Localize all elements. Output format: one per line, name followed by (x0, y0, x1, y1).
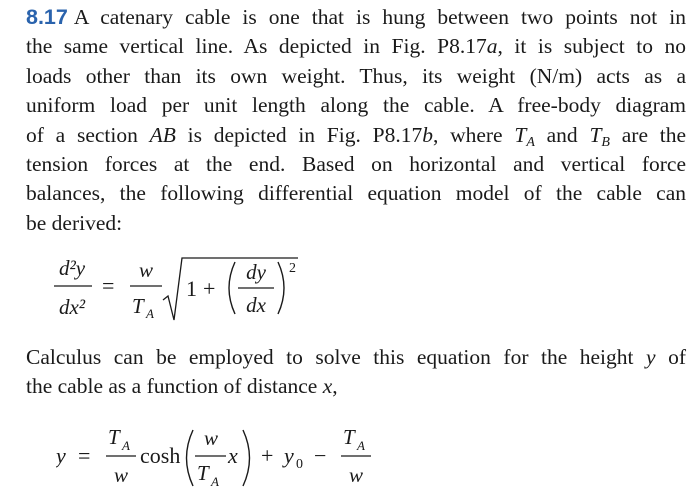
square-root-sign (163, 258, 298, 320)
ta-denominator: T (197, 461, 209, 485)
text-segment: balances, the following differential equation model of the cable can (26, 181, 686, 206)
subscript: A (526, 134, 535, 150)
ta-subscript-2: A (357, 438, 365, 453)
equals-sign: = (78, 443, 91, 468)
text-line (26, 121, 686, 150)
text-segment: , it is subject to no (497, 34, 686, 59)
text-segment: is depicted in Fig. P8.17 (175, 122, 423, 147)
text-line (26, 91, 686, 120)
text-line (26, 209, 686, 238)
x-variable: x (228, 443, 238, 468)
w-denominator-2: w (348, 463, 364, 487)
text-segment: are the (609, 122, 687, 147)
catenary-solution-equation (56, 420, 396, 500)
problem-statement (26, 3, 686, 238)
text-segment: , (332, 374, 338, 399)
text-segment: of a section (26, 122, 150, 147)
w-numerator: w (203, 426, 219, 450)
text-line (26, 179, 686, 208)
differential-equation (50, 250, 310, 330)
text-line (26, 150, 686, 179)
text-segment: uniform load per unit length along the cable. A free-body diagram (26, 93, 686, 118)
text-line (26, 343, 686, 372)
ta-numerator-2: T (343, 425, 355, 449)
plus-sign: + (203, 276, 216, 301)
subscript: B (601, 134, 610, 150)
text-segment: , where (432, 122, 515, 147)
y0-variable: y (284, 443, 294, 468)
italic-term: a (486, 34, 498, 59)
text-line (26, 372, 686, 401)
text-segment: the cable as a function of distance (26, 374, 323, 399)
solution-statement (26, 343, 686, 402)
right-paren (278, 262, 284, 314)
italic-term: AB (149, 122, 176, 147)
y0-subscript: 0 (296, 457, 303, 472)
text-segment: and (534, 122, 590, 147)
text-segment: tension forces at the end. Based on horizontal and vertical force (26, 152, 686, 177)
lhs-numerator: d²y (58, 256, 86, 280)
lhs-denominator: dx² (58, 295, 86, 319)
equals-sign: = (102, 273, 115, 298)
left-paren (229, 262, 235, 314)
text-line (26, 32, 686, 61)
left-paren (187, 430, 194, 486)
text-segment: Calculus can be employed to solve this equation for the height (26, 345, 647, 369)
minus-sign: − (314, 443, 327, 468)
problem-number: 8.17 (26, 5, 68, 29)
cosh-function: cosh (140, 443, 181, 468)
text-segment: of (655, 345, 686, 369)
one-term: 1 (186, 276, 197, 301)
italic-term: x (322, 374, 333, 399)
text-line (26, 62, 686, 91)
text-segment: be derived: (26, 210, 123, 235)
dy-numerator: dy (246, 260, 266, 284)
dx-denominator: dx (246, 293, 266, 317)
text-segment: A catenary cable is one that is hung between two points not in (73, 5, 686, 29)
exponent-two: 2 (289, 261, 296, 276)
w-numerator: w (138, 258, 154, 282)
text-segment: the same vertical line. As depicted in Fig. P8.17 (26, 34, 487, 59)
plus-sign: + (261, 443, 274, 468)
italic-term: b (422, 122, 433, 147)
text-line (26, 3, 686, 32)
tension-subscript: A (146, 306, 154, 321)
italic-term: T (514, 122, 527, 147)
y-variable: y (56, 443, 66, 468)
w-denominator: w (113, 463, 129, 487)
tension-symbol: T (132, 294, 144, 318)
ta-subscript: A (122, 438, 130, 453)
text-segment: loads other than its own weight. Thus, its weight (N/m) acts as a (26, 63, 686, 88)
right-paren (243, 430, 250, 486)
ta-numerator: T (108, 425, 120, 449)
italic-term: y (646, 345, 656, 369)
ta-denominator-subscript: A (211, 474, 219, 489)
italic-term: T (589, 122, 602, 147)
